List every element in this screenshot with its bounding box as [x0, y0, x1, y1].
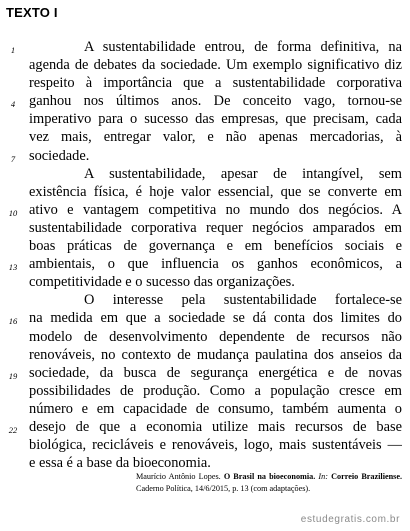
- line-text: A sustentabilidade entrou, de forma definitiva, na: [84, 39, 402, 55]
- line-text: sociedade, da busca de segurança energética e de novas: [29, 364, 402, 381]
- line-number: 13: [8, 262, 18, 273]
- text-line: [0, 38, 410, 56]
- text-line: [0, 92, 410, 110]
- text-line: [0, 110, 410, 128]
- line-text: e essa é a base da bioeconomia.: [29, 455, 211, 472]
- citation-in-label: In:: [318, 472, 328, 481]
- text-line: [0, 201, 410, 219]
- text-line: [0, 328, 410, 346]
- text-line: [0, 436, 410, 454]
- watermark: estudegratis.com.br: [300, 514, 400, 525]
- text-line: [0, 400, 410, 418]
- line-number: 19: [8, 370, 18, 381]
- line-text: ambientais, o que influencia os ganhos econômicos, a: [29, 256, 402, 273]
- line-text: imperativo para o sucesso das empresas, que precisam, cada: [29, 111, 402, 128]
- text-line: [0, 74, 410, 92]
- line-number: 4: [10, 99, 16, 110]
- line-text: desejo de que a economia utilize mais recursos de base: [29, 418, 402, 435]
- line-number: 1: [10, 45, 16, 55]
- text-line: [0, 237, 410, 255]
- text-line: [0, 165, 410, 183]
- text-line: [0, 255, 410, 273]
- text-line: [0, 147, 410, 165]
- line-text: ativo e vantagem competitiva no mundo dos negócios. A: [29, 201, 402, 218]
- line-number: 10: [8, 207, 18, 218]
- line-text: vez mais, entregar valor, e não apenas mercadorias, à: [29, 129, 402, 146]
- line-text: possibilidades de produção. Como a população cresce em: [29, 382, 402, 399]
- line-text: renováveis, no contexto de mudança paulatina dos anseios da: [29, 346, 402, 363]
- text-line: [0, 128, 410, 146]
- line-number: 7: [10, 153, 16, 164]
- text-line: [0, 183, 410, 201]
- main-text: [0, 38, 410, 472]
- line-text: modelo de desenvolvimento dependente de recursos não: [29, 328, 402, 345]
- text-line: [0, 309, 410, 327]
- line-text: boas práticas de governança e em benefícios sociais e: [29, 238, 402, 255]
- line-text: A sustentabilidade, apesar de intangível, sem: [84, 165, 402, 182]
- citation-details: Caderno Política, 14/6/2015, p. 13 (com adaptações).: [136, 483, 311, 493]
- text-line: [0, 364, 410, 382]
- text-line: [0, 418, 410, 436]
- line-text: ganhou nos últimos anos. De conceito vago, tornou-se: [29, 93, 402, 110]
- line-text: agenda de debates da sociedade. Um exemplo significativo diz: [29, 57, 402, 74]
- text-line: [0, 382, 410, 400]
- citation-source: Correio Braziliense.: [331, 472, 403, 481]
- text-line: [0, 454, 410, 472]
- line-text: sustentabilidade corporativa requer negócios amparados em: [29, 219, 402, 236]
- text-line: [0, 291, 410, 309]
- page-title: TEXTO I: [6, 5, 58, 20]
- line-text: competitividade e o sucesso das organizações.: [29, 274, 295, 291]
- line-text: respeito à importância que a sustentabilidade corporativa: [29, 75, 402, 92]
- line-number: 16: [8, 316, 18, 327]
- text-line: [0, 219, 410, 237]
- line-text: O interesse pela sustentabilidade fortalece-se: [84, 292, 402, 309]
- citation: [136, 471, 402, 494]
- line-text: biológica, recicláveis e renováveis, logo, mais sustentáveis —: [29, 437, 402, 454]
- line-text: número e em capacidade de consumo, também aumenta o: [29, 400, 402, 417]
- citation-author: Maurício Antônio Lopes.: [136, 472, 221, 481]
- line-number: 22: [8, 424, 18, 435]
- citation-work: O Brasil na bioeconomia.: [223, 472, 316, 481]
- line-text: existência física, é hoje valor essencial, que se converte em: [29, 183, 402, 200]
- line-text: na medida em que a sociedade se dá conta dos limites do: [29, 310, 402, 327]
- text-line: [0, 56, 410, 74]
- text-line: [0, 346, 410, 364]
- line-text: sociedade.: [29, 147, 90, 164]
- text-line: [0, 273, 410, 291]
